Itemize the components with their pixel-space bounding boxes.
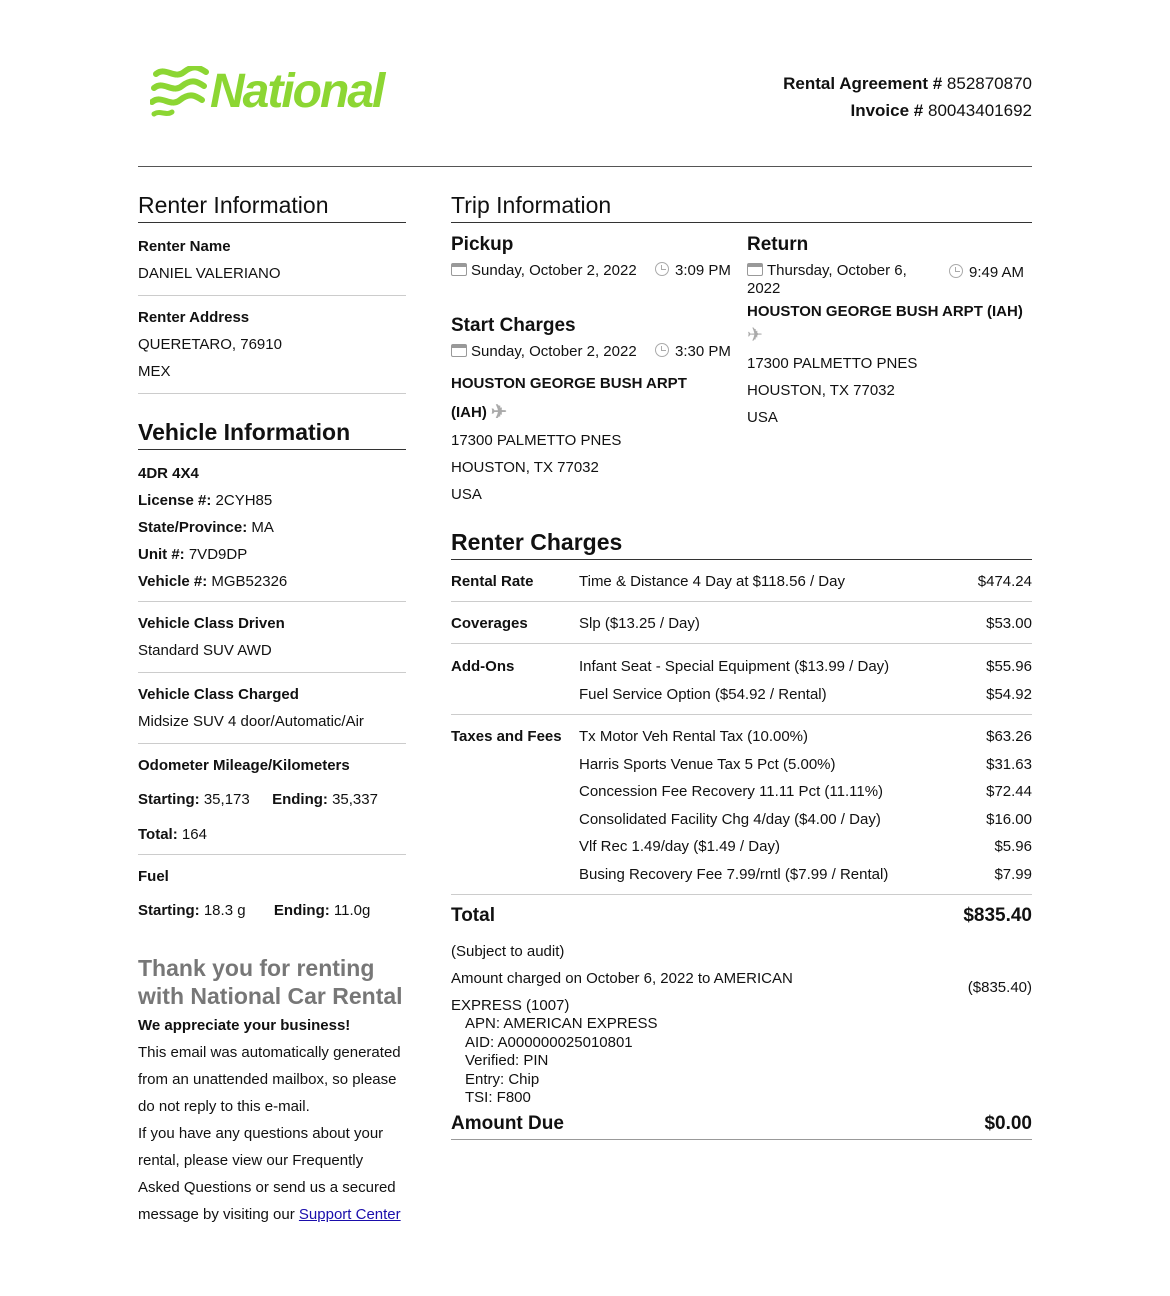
start-charges-time: 3:30 PM — [675, 343, 731, 360]
addon-amount: $54.92 — [986, 686, 1032, 703]
rental-rate-amount: $474.24 — [977, 573, 1032, 590]
tax-desc: Concession Fee Recovery 11.11 Pct (11.11%) — [579, 783, 884, 800]
agreement-label: Rental Agreement # — [783, 74, 943, 93]
fuel-readings — [138, 897, 406, 924]
tax-desc: Harris Sports Venue Tax 5 Pct (5.00%) — [579, 756, 836, 773]
return-address2: HOUSTON, TX 77032 — [747, 382, 895, 399]
rental-rate-label: Rental Rate — [451, 573, 534, 590]
fuel-end-label: Ending: — [273, 902, 330, 919]
return-block — [747, 234, 1032, 431]
vehicle-info-title: Vehicle Information — [138, 419, 406, 450]
renter-info-title: Renter Information — [138, 192, 406, 223]
start-charges-datetime — [451, 343, 741, 365]
start-country: USA — [451, 486, 482, 503]
odo-start-value: 35,173 — [203, 791, 250, 808]
start-charges-date: Sunday, October 2, 2022 — [471, 343, 637, 360]
state-value: MA — [251, 519, 274, 536]
class-charged-label: Vehicle Class Charged — [138, 686, 299, 703]
odometer-total — [138, 821, 406, 848]
unit-line — [138, 541, 406, 568]
return-date: Thursday, October 6, 2022 — [747, 262, 907, 297]
start-charges-title: Start Charges — [451, 315, 576, 336]
fuel-end-value: 11.0g — [333, 902, 371, 919]
wave-logo-icon — [150, 66, 210, 118]
class-driven-block — [138, 602, 406, 673]
calendar-icon — [451, 344, 467, 357]
state-label: State/Province: — [138, 519, 248, 536]
renter-charges-title: Renter Charges — [451, 529, 1032, 560]
vehicle-number-value: MGB52326 — [211, 573, 288, 590]
apn-line: APN: AMERICAN EXPRESS — [465, 1015, 658, 1032]
tax-amount: $7.99 — [994, 866, 1032, 883]
odo-end-value: 35,337 — [332, 791, 378, 808]
vehicle-type: 4DR 4X4 — [138, 465, 199, 482]
return-plane-wrap — [747, 324, 1032, 350]
invoice-label: Invoice # — [850, 101, 924, 120]
support-notice-text: If you have any questions about your rental, please view our Frequently Asked Questions or send us a secured message by visiting our — [138, 1125, 396, 1223]
trip-info-title: Trip Information — [451, 192, 1032, 223]
coverages-label: Coverages — [451, 615, 528, 632]
vehicle-number-line — [138, 568, 406, 595]
pickup-datetime — [451, 262, 741, 284]
start-address1: 17300 PALMETTO PNES — [451, 432, 622, 449]
return-datetime — [747, 262, 1032, 302]
tax-amount: $16.00 — [986, 811, 1032, 828]
addons-label: Add-Ons — [451, 658, 515, 675]
airplane-icon: ✈ — [747, 325, 763, 346]
renter-charges-section — [451, 529, 1032, 560]
renter-address-block — [138, 296, 406, 394]
tax-desc: Vlf Rec 1.49/day ($1.49 / Day) — [579, 838, 780, 855]
addon-amount: $55.96 — [986, 658, 1032, 675]
clock-icon — [655, 343, 669, 357]
logo-wordmark: National — [210, 65, 384, 118]
divider — [451, 601, 1032, 602]
fuel-start-label: Starting: — [138, 902, 200, 919]
return-date-wrap — [747, 262, 927, 298]
return-country: USA — [747, 409, 778, 426]
total-amount: $835.40 — [963, 905, 1032, 926]
amount-due-label: Amount Due — [451, 1113, 564, 1134]
class-charged-value: Midsize SUV 4 door/Automatic/Air — [138, 713, 364, 730]
agreement-number: 852870870 — [946, 74, 1032, 93]
charged-line1: Amount charged on October 6, 2022 to AMERICAN — [451, 970, 793, 987]
airplane-icon: ✈ — [491, 402, 507, 423]
return-time-wrap — [949, 264, 1024, 282]
clock-icon — [655, 262, 669, 276]
odometer-block — [138, 744, 406, 855]
pickup-title: Pickup — [451, 234, 514, 255]
start-address2: HOUSTON, TX 77032 — [451, 459, 599, 476]
tax-desc: Busing Recovery Fee 7.99/rntl ($7.99 / Rental) — [579, 866, 889, 883]
left-column — [138, 192, 406, 1228]
pickup-time: 3:09 PM — [675, 262, 731, 279]
tax-desc: Tx Motor Veh Rental Tax (10.00%) — [579, 728, 808, 745]
trip-info-section — [451, 192, 1032, 223]
thank-you-heading: Thank you for renting with National Car Rental — [138, 955, 403, 1009]
renter-address-line2: MEX — [138, 363, 171, 380]
class-charged-block — [138, 673, 406, 744]
fuel-block — [138, 855, 406, 924]
vehicle-number-label: Vehicle #: — [138, 573, 208, 590]
invoice-header — [783, 70, 1032, 124]
start-charges-time-wrap — [655, 343, 731, 360]
divider — [451, 1139, 1032, 1140]
start-charges-location — [451, 369, 711, 427]
odo-total-value: 164 — [181, 826, 207, 843]
odo-start-label: Starting: — [138, 791, 200, 808]
vehicle-details-block — [138, 450, 406, 602]
renter-name-block — [138, 223, 406, 296]
amount-due-value: $0.00 — [984, 1113, 1032, 1134]
divider — [451, 714, 1032, 715]
aid-line: AID: A000000025010801 — [465, 1033, 633, 1051]
class-driven-value: Standard SUV AWD — [138, 642, 272, 659]
pickup-time-wrap — [655, 262, 731, 279]
divider — [451, 643, 1032, 644]
odometer-readings — [138, 786, 406, 813]
pickup-date: Sunday, October 2, 2022 — [471, 262, 637, 279]
charged-amount: ($835.40) — [967, 979, 1032, 996]
payment-details — [451, 938, 1032, 1108]
license-value: 2CYH85 — [215, 492, 273, 509]
header-divider — [138, 166, 1032, 167]
addon-desc: Infant Seat - Special Equipment ($13.99 / Day) — [579, 658, 890, 675]
auto-email-notice: This email was automatically generated from an unattended mailbox, so please do not reply to this e-mail. — [138, 1044, 401, 1115]
renter-name: DANIEL VALERIANO — [138, 265, 281, 282]
verified-line: Verified: PIN — [465, 1052, 549, 1069]
unit-value: 7VD9DP — [188, 546, 248, 563]
support-notice — [138, 1120, 406, 1228]
license-line — [138, 487, 406, 514]
odo-end-label: Ending: — [272, 791, 328, 808]
odometer-label: Odometer Mileage/Kilometers — [138, 757, 350, 774]
rental-rate-desc: Time & Distance 4 Day at $118.56 / Day — [579, 573, 845, 590]
fuel-start-value: 18.3 g — [203, 902, 246, 919]
card-details — [451, 1015, 1032, 1108]
total-label: Total — [451, 905, 495, 926]
return-address1: 17300 PALMETTO PNES — [747, 355, 918, 372]
start-charges-block — [451, 315, 741, 508]
return-title: Return — [747, 234, 809, 255]
calendar-icon — [747, 263, 763, 276]
pickup-block — [451, 234, 741, 284]
taxes-label: Taxes and Fees — [451, 728, 562, 745]
state-line — [138, 514, 406, 541]
renter-address-line1: QUERETARO, 76910 — [138, 336, 282, 353]
class-driven-label: Vehicle Class Driven — [138, 615, 285, 632]
unit-label: Unit #: — [138, 546, 185, 563]
support-center-link[interactable]: Support Center — [298, 1206, 401, 1223]
entry-line: Entry: Chip — [465, 1070, 540, 1088]
start-location-name: HOUSTON GEORGE BUSH ARPT (IAH) — [451, 375, 687, 421]
tax-amount: $31.63 — [986, 756, 1032, 773]
coverages-amount: $53.00 — [986, 615, 1032, 632]
tsi-line: TSI: F800 — [465, 1089, 531, 1106]
license-label: License #: — [138, 492, 212, 509]
return-location: HOUSTON GEORGE BUSH ARPT (IAH) — [747, 303, 1023, 320]
tax-desc: Consolidated Facility Chg 4/day ($4.00 / Day) — [579, 811, 881, 828]
calendar-icon — [451, 263, 467, 276]
invoice-number: 80043401692 — [927, 101, 1032, 120]
coverages-desc: Slp ($13.25 / Day) — [579, 615, 700, 632]
renter-name-label: Renter Name — [138, 238, 231, 255]
tax-amount: $72.44 — [986, 783, 1032, 800]
audit-note: (Subject to audit) — [451, 943, 565, 960]
invoice-line — [783, 97, 1032, 124]
tax-amount: $63.26 — [986, 728, 1032, 745]
fuel-label: Fuel — [138, 868, 169, 885]
clock-icon — [949, 264, 963, 278]
divider — [451, 894, 1032, 895]
return-time: 9:49 AM — [969, 264, 1025, 281]
tax-amount: $5.96 — [994, 838, 1032, 855]
addon-desc: Fuel Service Option ($54.92 / Rental) — [579, 686, 827, 703]
charged-line2: EXPRESS (1007) — [451, 997, 570, 1014]
agreement-line — [783, 70, 1032, 97]
national-logo — [150, 62, 420, 120]
renter-address-label: Renter Address — [138, 309, 250, 326]
appreciate-text: We appreciate your business! — [138, 1017, 351, 1034]
odo-total-label: Total: — [138, 826, 178, 843]
